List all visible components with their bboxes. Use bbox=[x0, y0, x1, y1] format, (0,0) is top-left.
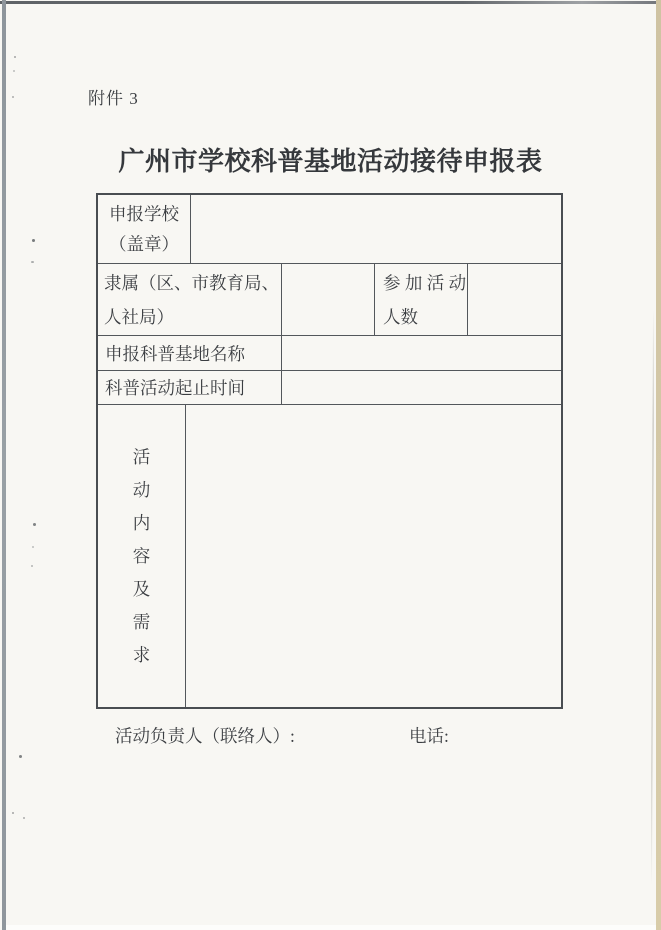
school-label-line2: （盖章） bbox=[109, 234, 179, 254]
scan-speck bbox=[32, 239, 35, 242]
scan-speck bbox=[12, 96, 14, 98]
scan-top-edge-line bbox=[0, 1, 661, 4]
content-label-char: 求 bbox=[132, 644, 151, 665]
scan-crease-line bbox=[651, 310, 654, 885]
participants-label-cell bbox=[375, 264, 468, 335]
participants-label-line1: 参 加 活 动 bbox=[383, 272, 467, 293]
row-activity-period bbox=[98, 370, 561, 404]
affiliation-label-line1: 隶属（区、市教育局、 bbox=[104, 272, 279, 293]
contact-person-label: 活动负责人（联络人）: bbox=[115, 726, 295, 746]
scan-speck bbox=[23, 817, 25, 819]
scan-speck bbox=[32, 546, 34, 548]
base-name-value-cell bbox=[282, 336, 561, 370]
scan-speck bbox=[19, 755, 22, 758]
affiliation-label-cell bbox=[98, 264, 282, 335]
row-school bbox=[98, 195, 561, 263]
activity-content-label-cell bbox=[98, 405, 186, 707]
content-label-char: 容 bbox=[132, 545, 151, 566]
scan-speck bbox=[33, 523, 36, 526]
content-label-char: 内 bbox=[132, 512, 151, 533]
form-title: 广州市学校科普基地活动接待申报表 bbox=[118, 147, 543, 176]
attachment-label: 附件 3 bbox=[88, 89, 139, 108]
scan-speck bbox=[13, 70, 15, 72]
content-label-char: 需 bbox=[132, 611, 151, 632]
content-label-char: 动 bbox=[132, 479, 151, 500]
content-label-char: 活 bbox=[132, 446, 151, 467]
affiliation-value-cell bbox=[282, 264, 375, 335]
scan-speck bbox=[31, 565, 33, 567]
scan-speck bbox=[31, 261, 34, 263]
participants-label-line2: 人数 bbox=[383, 306, 418, 327]
row-base-name bbox=[98, 335, 561, 370]
school-seal-label-cell bbox=[98, 195, 191, 263]
activity-period-label-cell: 科普活动起止时间 bbox=[98, 371, 282, 404]
base-name-label-cell: 申报科普基地名称 bbox=[98, 336, 282, 370]
scan-bottom-edge-strip bbox=[6, 925, 656, 930]
row-activity-content bbox=[98, 404, 561, 707]
affiliation-label-line2: 人社局） bbox=[104, 306, 174, 327]
phone-label: 电话: bbox=[409, 726, 449, 746]
content-label-char: 及 bbox=[132, 578, 151, 599]
scan-left-edge-strip bbox=[2, 0, 6, 930]
scan-speck bbox=[12, 812, 14, 814]
application-form-table bbox=[96, 193, 563, 709]
participants-value-cell bbox=[468, 264, 561, 335]
scan-right-edge-strip bbox=[656, 0, 661, 930]
activity-period-value-cell bbox=[282, 371, 561, 404]
scan-speck bbox=[14, 56, 16, 58]
school-value-cell bbox=[191, 195, 561, 263]
row-affiliation bbox=[98, 263, 561, 335]
activity-content-value-cell bbox=[186, 405, 561, 707]
school-label-line1: 申报学校 bbox=[109, 204, 179, 224]
